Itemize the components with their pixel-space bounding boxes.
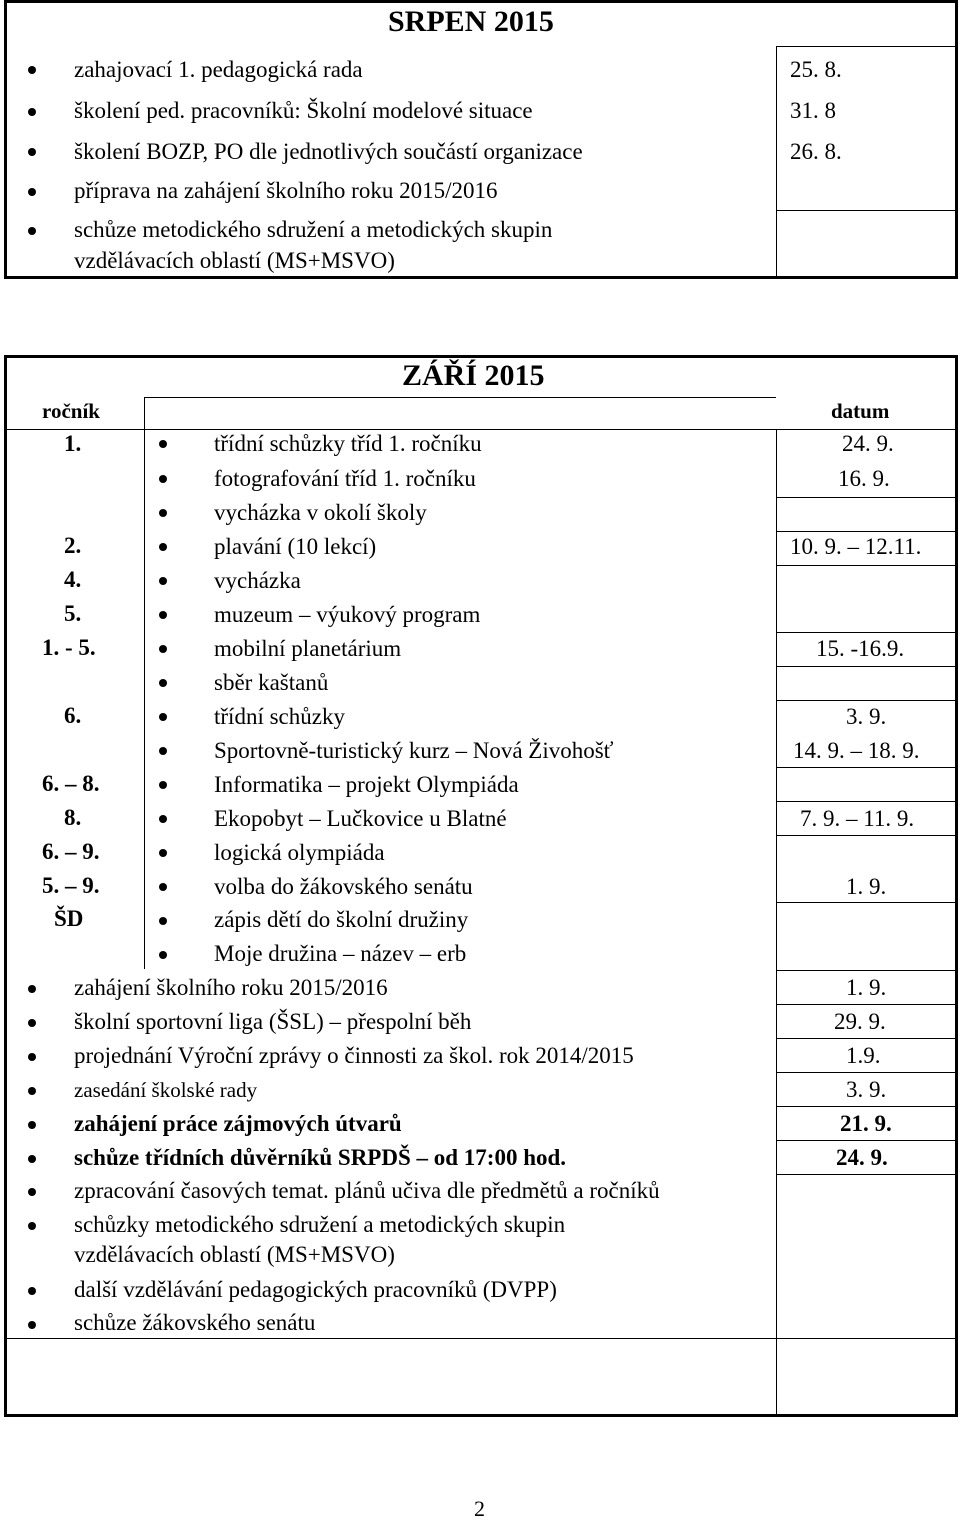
bullet-icon	[28, 66, 36, 74]
general-item-text: školní sportovní liga (ŠSL) – přespolní běh	[74, 1009, 472, 1034]
general-section-end-divider	[4, 1338, 958, 1339]
row-activity: mobilní planetárium	[214, 636, 402, 661]
row-divider	[776, 531, 958, 532]
bullet-icon	[159, 475, 167, 483]
bullet-icon	[28, 1155, 36, 1163]
bullet-icon	[28, 1222, 36, 1230]
row-activity: Ekopobyt – Lučkovice u Blatné	[214, 806, 507, 831]
srpen-item-date: 26. 8.	[790, 139, 842, 164]
bullet-icon	[159, 543, 167, 551]
row-rocnik: 8.	[64, 805, 82, 830]
row-divider	[776, 1174, 958, 1175]
row-divider	[776, 1038, 958, 1039]
bullet-icon	[28, 1321, 36, 1329]
general-item-date: 1.9.	[846, 1043, 881, 1068]
row-date: 15. -16.9.	[816, 636, 905, 661]
row-divider	[776, 632, 958, 633]
row-divider	[776, 835, 958, 836]
row-divider	[776, 767, 958, 768]
row-rocnik: 6. – 8.	[42, 771, 100, 796]
row-divider	[776, 1072, 958, 1073]
row-rocnik: 5. – 9.	[42, 873, 100, 898]
row-date: 3. 9.	[846, 704, 887, 729]
bullet-icon	[28, 1121, 36, 1129]
row-date: 7. 9. – 11. 9.	[800, 806, 915, 831]
bullet-icon	[159, 883, 167, 891]
row-rocnik: 1. - 5.	[42, 635, 96, 660]
row-rocnik: 6.	[64, 703, 82, 728]
general-item-text: zasedání školské rady	[74, 1078, 258, 1102]
row-divider	[776, 497, 958, 498]
bullet-icon	[159, 781, 167, 789]
row-activity: vycházka v okolí školy	[214, 500, 427, 525]
row-activity: sběr kaštanů	[214, 670, 329, 695]
bullet-icon	[159, 951, 167, 959]
general-item-text: zahájení školního roku 2015/2016	[74, 975, 388, 1000]
srpen-title-divider	[776, 46, 958, 47]
row-rocnik: 1.	[64, 431, 82, 456]
row-activity: logická olympiáda	[214, 840, 385, 865]
general-item-text: schůzky metodického sdružení a metodických skupin	[74, 1212, 566, 1237]
bullet-icon	[159, 713, 167, 721]
row-activity: třídní schůzky	[214, 704, 345, 729]
datum-column-divider	[776, 430, 777, 1417]
srpen-item-text: vzdělávacích oblastí (MS+MSVO)	[74, 248, 395, 273]
row-activity: zápis dětí do školní družiny	[214, 907, 469, 932]
general-item-date: 3. 9.	[846, 1077, 887, 1102]
row-date: 16. 9.	[838, 466, 890, 491]
srpen-row-divider	[776, 210, 958, 211]
bullet-icon	[159, 679, 167, 687]
general-item-text: další vzdělávání pedagogických pracovníků (DVPP)	[74, 1277, 557, 1302]
srpen-item-date: 31. 8	[790, 98, 836, 123]
row-activity: fotografování tříd 1. ročníku	[214, 466, 476, 491]
bullet-icon	[159, 917, 167, 925]
srpen-title: SRPEN 2015	[388, 5, 554, 38]
bullet-icon	[28, 1188, 36, 1196]
row-rocnik: 6. – 9.	[42, 839, 100, 864]
row-divider	[776, 1004, 958, 1005]
bullet-icon	[159, 440, 167, 448]
bullet-icon	[28, 1019, 36, 1027]
row-activity: volba do žákovského senátu	[214, 874, 473, 899]
bullet-icon	[159, 645, 167, 653]
general-item-text: zpracování časových temat. plánů učiva dle předmětů a ročníků	[74, 1178, 660, 1203]
srpen-item-text: zahajovací 1. pedagogická rada	[74, 57, 363, 82]
bullet-icon	[159, 577, 167, 585]
general-item-date: 1. 9.	[846, 975, 887, 1000]
row-activity: Sportovně-turistický kurz – Nová Živohošť	[214, 738, 614, 763]
row-activity: Informatika – projekt Olympiáda	[214, 772, 519, 797]
bullet-icon	[28, 985, 36, 993]
srpen-item-text: příprava na zahájení školního roku 2015/2016	[74, 178, 498, 203]
srpen-item-text: schůze metodického sdružení a metodických skupin	[74, 217, 553, 242]
general-item-text: projednání Výroční zprávy o činnosti za škol. rok 2014/2015	[74, 1043, 634, 1068]
bullet-icon	[159, 747, 167, 755]
row-date: 14. 9. – 18. 9.	[793, 738, 920, 763]
row-divider	[776, 1140, 958, 1141]
bullet-icon	[159, 815, 167, 823]
general-item-date: 24. 9.	[836, 1145, 888, 1170]
row-activity: muzeum – výukový program	[214, 602, 481, 627]
row-activity: vycházka	[214, 568, 301, 593]
srpen-item-date: 25. 8.	[790, 57, 842, 82]
column-header-datum: datum	[831, 399, 890, 423]
row-divider	[776, 1106, 958, 1107]
row-divider	[776, 970, 958, 971]
row-divider	[776, 902, 958, 903]
row-rocnik: 4.	[64, 567, 82, 592]
row-activity: Moje družina – název – erb	[214, 941, 467, 966]
general-item-date: 21. 9.	[840, 1111, 892, 1136]
bullet-icon	[159, 509, 167, 517]
row-rocnik: 5.	[64, 601, 82, 626]
row-activity: třídní schůzky tříd 1. ročníku	[214, 431, 482, 456]
row-date: 24. 9.	[842, 431, 894, 456]
bullet-icon	[28, 188, 36, 196]
srpen-item-text: školení BOZP, PO dle jednotlivých součástí organizace	[74, 139, 583, 164]
row-divider	[776, 801, 958, 802]
general-item-text: zahájení práce zájmových útvarů	[74, 1111, 402, 1136]
row-date: 10. 9. – 12.11.	[790, 534, 922, 559]
bullet-icon	[28, 1287, 36, 1295]
bullet-icon	[159, 849, 167, 857]
rocnik-column-divider	[144, 397, 145, 969]
zari-title: ZÁŘÍ 2015	[402, 359, 545, 392]
row-divider	[776, 666, 958, 667]
bullet-icon	[28, 1087, 36, 1095]
bullet-icon	[28, 108, 36, 116]
bullet-icon	[159, 611, 167, 619]
general-item-text: vzdělávacích oblastí (MS+MSVO)	[74, 1242, 395, 1267]
row-date: 1. 9.	[846, 874, 887, 899]
general-item-date: 29. 9.	[834, 1009, 886, 1034]
general-item-text: schůze třídních důvěrníků SRPDŠ – od 17:00 hod.	[74, 1145, 567, 1170]
row-rocnik: 2.	[64, 533, 82, 558]
row-rocnik: ŠD	[54, 906, 84, 931]
page-number: 2	[474, 1496, 485, 1521]
column-header-rocnik: ročník	[42, 399, 100, 423]
row-divider	[776, 700, 958, 701]
general-item-text: schůze žákovského senátu	[74, 1310, 316, 1335]
srpen-item-text: školení ped. pracovníků: Školní modelové situace	[74, 98, 533, 123]
bullet-icon	[28, 148, 36, 156]
srpen-date-column-divider	[776, 46, 777, 278]
bullet-icon	[28, 227, 36, 235]
row-divider	[776, 565, 958, 566]
header-divider	[144, 397, 776, 398]
bullet-icon	[28, 1053, 36, 1061]
row-activity: plavání (10 lekcí)	[214, 534, 377, 559]
